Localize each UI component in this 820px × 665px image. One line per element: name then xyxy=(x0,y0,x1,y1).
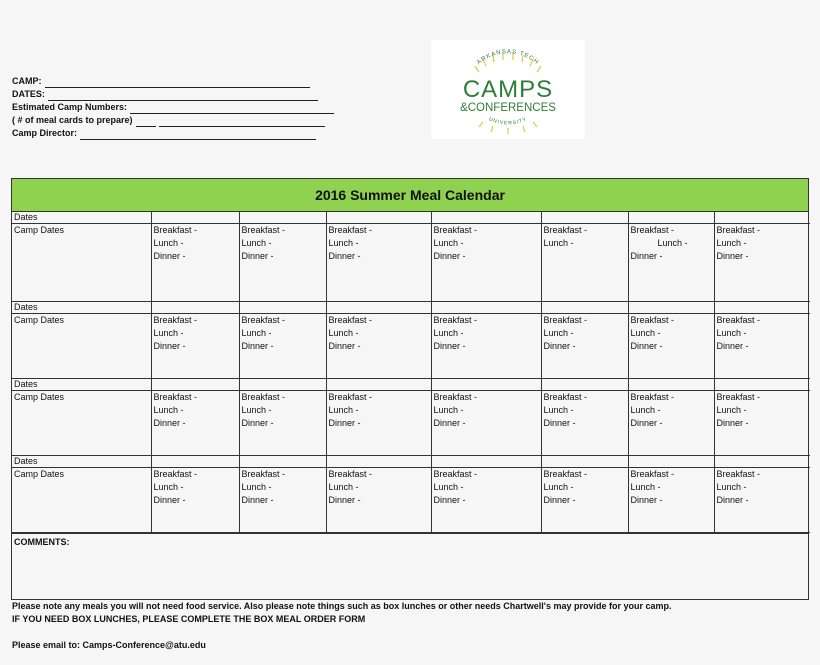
dinner-label: Dinner - xyxy=(328,495,361,505)
breakfast-label: Breakfast - xyxy=(153,225,198,235)
breakfast-label: Breakfast - xyxy=(241,225,286,235)
meal-cell[interactable] xyxy=(714,314,810,379)
lunch-label: Lunch - xyxy=(153,328,184,338)
breakfast-label: Breakfast - xyxy=(328,392,373,402)
date-cell[interactable] xyxy=(628,379,714,391)
lunch-label: Lunch - xyxy=(241,405,272,415)
breakfast-label: Breakfast - xyxy=(630,469,675,479)
lunch-label: Lunch - xyxy=(630,405,661,415)
breakfast-label: Breakfast - xyxy=(241,469,286,479)
lunch-label: Lunch - xyxy=(241,238,272,248)
meal-cell[interactable] xyxy=(714,224,810,302)
date-cell[interactable] xyxy=(541,379,628,391)
dinner-label: Dinner - xyxy=(153,251,186,261)
camp-info-fields xyxy=(12,75,334,140)
breakfast-label: Breakfast - xyxy=(543,315,588,325)
dinner-label: Dinner - xyxy=(241,341,274,351)
dinner-label: Dinner - xyxy=(543,495,576,505)
camp-director-input-line[interactable] xyxy=(80,130,316,140)
date-cell[interactable] xyxy=(326,212,431,224)
meal-cell[interactable] xyxy=(431,224,541,302)
dinner-label: Dinner - xyxy=(716,495,749,505)
breakfast-label: Breakfast - xyxy=(433,225,478,235)
date-cell[interactable] xyxy=(714,456,810,468)
estimated-numbers-label: Estimated Camp Numbers: xyxy=(12,102,128,112)
date-cell[interactable] xyxy=(628,212,714,224)
breakfast-label: Breakfast - xyxy=(630,392,675,402)
breakfast-label: Breakfast - xyxy=(153,392,198,402)
dinner-label: Dinner - xyxy=(433,495,466,505)
camps-conferences-logo xyxy=(431,40,585,139)
dinner-label: Dinner - xyxy=(630,341,663,351)
date-cell[interactable] xyxy=(151,302,239,314)
breakfast-label: Breakfast - xyxy=(328,469,373,479)
camp-dates-label: Camp Dates xyxy=(12,314,151,379)
lunch-label: Lunch - xyxy=(630,328,661,338)
lunch-label: Lunch - xyxy=(543,482,574,492)
date-cell[interactable] xyxy=(239,302,326,314)
breakfast-label: Breakfast - xyxy=(433,315,478,325)
dinner-label: Dinner - xyxy=(716,341,749,351)
dates-label: Dates xyxy=(12,302,151,314)
lunch-label: Lunch - xyxy=(657,238,688,248)
breakfast-label: Breakfast - xyxy=(716,225,761,235)
dinner-label: Dinner - xyxy=(328,251,361,261)
meal-cell[interactable] xyxy=(239,314,326,379)
dates-field xyxy=(12,88,334,101)
dates-label: Dates xyxy=(12,456,151,468)
box-lunch-note: IF YOU NEED BOX LUNCHES, PLEASE COMPLETE THE BOX MEAL ORDER FORM xyxy=(12,614,366,624)
meal-cell[interactable] xyxy=(239,391,326,456)
lunch-label: Lunch - xyxy=(630,482,661,492)
date-cell[interactable] xyxy=(714,212,810,224)
meal-cell[interactable] xyxy=(628,314,714,379)
lunch-label: Lunch - xyxy=(241,482,272,492)
lunch-label: Lunch - xyxy=(716,482,747,492)
lunch-label: Lunch - xyxy=(153,405,184,415)
date-cell[interactable] xyxy=(151,379,239,391)
calendar-title-bar xyxy=(12,179,808,212)
date-cell[interactable] xyxy=(541,456,628,468)
breakfast-label: Breakfast - xyxy=(153,469,198,479)
camp-dates-label: Camp Dates xyxy=(12,468,151,533)
lunch-label: Lunch - xyxy=(328,405,359,415)
lunch-label: Lunch - xyxy=(328,482,359,492)
dates-row xyxy=(12,456,810,468)
lunch-label: Lunch - xyxy=(328,238,359,248)
dinner-label: Dinner - xyxy=(716,251,749,261)
meal-row xyxy=(12,224,810,302)
meal-cell[interactable] xyxy=(326,314,431,379)
date-cell[interactable] xyxy=(326,379,431,391)
lunch-label: Lunch - xyxy=(153,238,184,248)
meal-calendar xyxy=(11,178,809,600)
lunch-label: Lunch - xyxy=(543,328,574,338)
svg-text:ARKANSAS TECH xyxy=(476,49,540,66)
camp-field xyxy=(12,75,334,88)
date-cell[interactable] xyxy=(431,212,541,224)
logo-bottom-arc-text: UNIVERSITY xyxy=(487,116,529,127)
dinner-label: Dinner - xyxy=(241,495,274,505)
dinner-label: Dinner - xyxy=(433,341,466,351)
date-cell[interactable] xyxy=(628,456,714,468)
breakfast-label: Breakfast - xyxy=(153,315,198,325)
logo-conferences-text: &CONFERENCES xyxy=(460,102,556,114)
meal-cell[interactable] xyxy=(326,224,431,302)
breakfast-label: Breakfast - xyxy=(716,392,761,402)
lunch-label: Lunch - xyxy=(241,328,272,338)
meal-cell[interactable] xyxy=(151,224,239,302)
meal-row xyxy=(12,391,810,456)
lunch-label: Lunch - xyxy=(543,405,574,415)
date-cell[interactable] xyxy=(628,302,714,314)
lunch-label: Lunch - xyxy=(433,482,464,492)
svg-text:UNIVERSITY xyxy=(488,116,528,126)
dinner-label: Dinner - xyxy=(630,251,663,261)
breakfast-label: Breakfast - xyxy=(543,469,588,479)
meal-calendar-grid xyxy=(12,212,810,533)
meal-cell[interactable] xyxy=(714,391,810,456)
breakfast-label: Breakfast - xyxy=(543,392,588,402)
date-cell[interactable] xyxy=(541,302,628,314)
breakfast-label: Breakfast - xyxy=(241,392,286,402)
camp-dates-label: Camp Dates xyxy=(12,224,151,302)
lunch-label: Lunch - xyxy=(433,328,464,338)
meal-cell[interactable] xyxy=(151,314,239,379)
dinner-label: Dinner - xyxy=(241,251,274,261)
breakfast-label: Breakfast - xyxy=(630,315,675,325)
date-cell[interactable] xyxy=(239,379,326,391)
lunch-label: Lunch - xyxy=(716,328,747,338)
meal-service-note: Please note any meals you will not need food service. Also please note things such as box lunches or other needs Chartwell's may provide for your camp. xyxy=(12,601,672,611)
date-cell[interactable] xyxy=(541,212,628,224)
meal-cell[interactable] xyxy=(431,468,541,533)
date-cell[interactable] xyxy=(714,379,810,391)
meal-cell[interactable] xyxy=(239,224,326,302)
meal-cell[interactable] xyxy=(628,468,714,533)
lunch-label: Lunch - xyxy=(153,482,184,492)
breakfast-label: Breakfast - xyxy=(543,225,588,235)
dates-row xyxy=(12,302,810,314)
date-cell[interactable] xyxy=(326,302,431,314)
meal-row xyxy=(12,314,810,379)
meal-cell[interactable] xyxy=(541,224,628,302)
date-cell[interactable] xyxy=(239,456,326,468)
date-cell[interactable] xyxy=(239,212,326,224)
breakfast-label: Breakfast - xyxy=(433,392,478,402)
dinner-label: Dinner - xyxy=(543,418,576,428)
dates-label: Dates xyxy=(12,212,151,224)
date-cell[interactable] xyxy=(714,302,810,314)
meal-cards-short-line[interactable] xyxy=(136,117,156,127)
dinner-label: Dinner - xyxy=(153,495,186,505)
lunch-label: Lunch - xyxy=(433,238,464,248)
estimated-numbers-field xyxy=(12,101,334,114)
dinner-label: Dinner - xyxy=(328,341,361,351)
dates-row xyxy=(12,212,810,224)
breakfast-label: Breakfast - xyxy=(716,315,761,325)
meal-cell[interactable] xyxy=(326,468,431,533)
meal-cell[interactable] xyxy=(541,468,628,533)
date-cell[interactable] xyxy=(431,456,541,468)
meal-cell[interactable] xyxy=(326,391,431,456)
dinner-label: Dinner - xyxy=(630,495,663,505)
meal-cell[interactable] xyxy=(541,391,628,456)
breakfast-label: Breakfast - xyxy=(241,315,286,325)
date-cell[interactable] xyxy=(151,456,239,468)
logo-top-arc-text: ARKANSAS TECH xyxy=(476,49,540,67)
dinner-label: Dinner - xyxy=(153,341,186,351)
dinner-label: Dinner - xyxy=(241,418,274,428)
dinner-label: Dinner - xyxy=(153,418,186,428)
meal-cards-field xyxy=(12,114,334,127)
date-cell[interactable] xyxy=(431,302,541,314)
comments-label: COMMENTS: xyxy=(14,537,70,547)
dates-row xyxy=(12,379,810,391)
lunch-label: Lunch - xyxy=(543,238,574,248)
breakfast-label: Breakfast - xyxy=(630,225,675,235)
dates-label: Dates xyxy=(12,379,151,391)
lunch-label: Lunch - xyxy=(328,328,359,338)
meal-cell[interactable] xyxy=(239,468,326,533)
dinner-label: Dinner - xyxy=(716,418,749,428)
lunch-label: Lunch - xyxy=(716,405,747,415)
meal-cell[interactable] xyxy=(714,468,810,533)
dinner-label: Dinner - xyxy=(630,418,663,428)
dinner-label: Dinner - xyxy=(543,341,576,351)
comments-section[interactable] xyxy=(12,533,808,597)
date-cell[interactable] xyxy=(151,212,239,224)
camp-director-label: Camp Director: xyxy=(12,128,78,138)
meal-cards-label: ( # of meal cards to prepare) xyxy=(12,115,133,125)
meal-row xyxy=(12,468,810,533)
camp-dates-label: Camp Dates xyxy=(12,391,151,456)
camp-label: CAMP: xyxy=(12,76,42,86)
meal-cell[interactable] xyxy=(541,314,628,379)
dinner-label: Dinner - xyxy=(433,418,466,428)
estimated-numbers-input-line[interactable] xyxy=(130,104,334,114)
date-cell[interactable] xyxy=(431,379,541,391)
meal-cell[interactable] xyxy=(431,391,541,456)
meal-cell[interactable] xyxy=(431,314,541,379)
date-cell[interactable] xyxy=(326,456,431,468)
breakfast-label: Breakfast - xyxy=(328,225,373,235)
camp-director-field xyxy=(12,127,334,140)
breakfast-label: Breakfast - xyxy=(716,469,761,479)
meal-cards-input-line[interactable] xyxy=(159,117,325,127)
breakfast-label: Breakfast - xyxy=(328,315,373,325)
dates-input-line[interactable] xyxy=(48,91,318,101)
dinner-label: Dinner - xyxy=(328,418,361,428)
lunch-label: Lunch - xyxy=(433,405,464,415)
calendar-title: 2016 Summer Meal Calendar xyxy=(315,187,505,203)
meal-cell[interactable] xyxy=(151,391,239,456)
meal-cell[interactable] xyxy=(151,468,239,533)
email-note: Please email to: Camps-Conference@atu.edu xyxy=(12,640,206,650)
camp-input-line[interactable] xyxy=(45,78,310,88)
lunch-label: Lunch - xyxy=(716,238,747,248)
breakfast-label: Breakfast - xyxy=(433,469,478,479)
dinner-label: Dinner - xyxy=(433,251,466,261)
footer-notes xyxy=(12,600,672,652)
dates-label: DATES: xyxy=(12,89,45,99)
meal-cell[interactable] xyxy=(628,391,714,456)
meal-cell[interactable] xyxy=(628,224,714,302)
logo-camps-text: CAMPS xyxy=(462,76,554,103)
